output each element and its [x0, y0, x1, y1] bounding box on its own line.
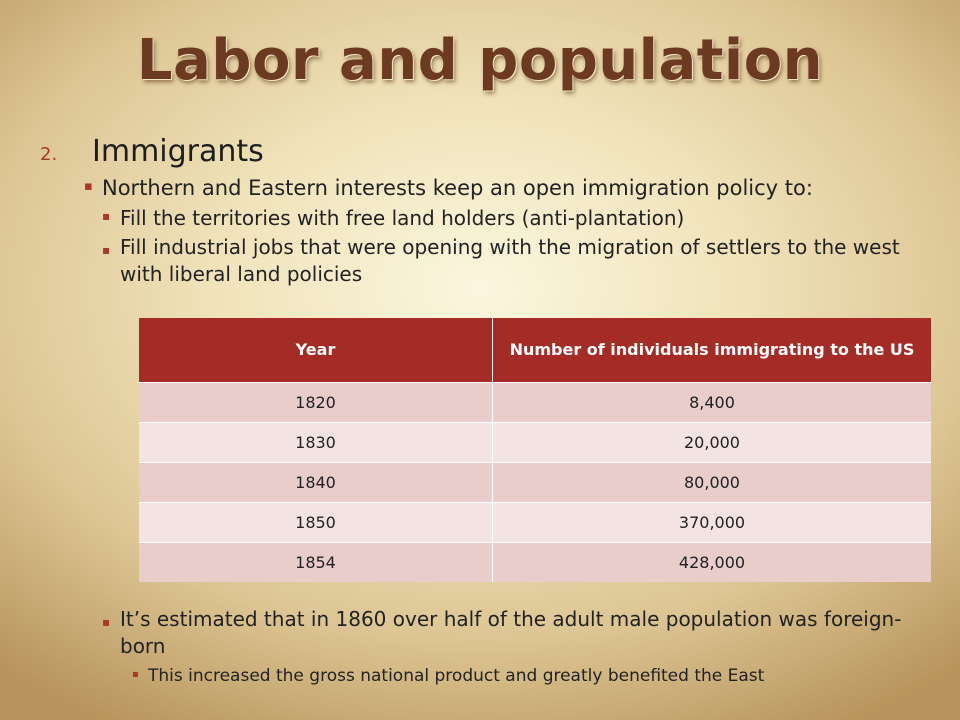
square-bullet-icon: ▪: [102, 615, 111, 629]
year-cell: 1854: [139, 543, 493, 583]
table-row: [139, 423, 931, 463]
year-cell: 1830: [139, 423, 493, 463]
section-heading-text: Immigrants: [92, 134, 264, 169]
column-header-immigrants: Number of individuals immigrating to the US: [493, 318, 932, 383]
table-row: [139, 383, 931, 423]
immigration-table: [139, 318, 931, 582]
count-cell: 20,000: [493, 423, 932, 463]
bullet-text: Northern and Eastern interests keep an open immigration policy to:: [102, 176, 813, 200]
bullet-text: It’s estimated that in 1860 over half of the adult male population was foreign-born: [120, 607, 902, 658]
sub-bullet-text: This increased the gross national product and greatly benefited the East: [148, 666, 765, 686]
count-cell: 8,400: [493, 383, 932, 423]
year-cell: 1820: [139, 383, 493, 423]
table-row: [139, 463, 931, 503]
count-cell: 370,000: [493, 503, 932, 543]
sub-bullet-text: Fill the territories with free land holders (anti-plantation): [120, 206, 685, 230]
section-number: 2.: [40, 144, 58, 165]
year-cell: 1850: [139, 503, 493, 543]
table-header-row: [139, 318, 931, 383]
slide-title: Labor and population: [136, 28, 824, 93]
sub-bullet-gnp: [132, 666, 765, 686]
square-bullet-icon: ▪: [102, 243, 111, 257]
square-bullet-icon: ▪: [102, 209, 111, 223]
bullet-open-immigration: [84, 176, 813, 200]
sub-bullet-text: Fill industrial jobs that were opening with the migration of settlers to the west with liberal land policies: [120, 235, 900, 286]
sub-bullet-industrial-jobs: [102, 234, 940, 288]
count-cell: 428,000: [493, 543, 932, 583]
square-bullet-icon: ▪: [132, 669, 139, 680]
square-bullet-icon: ▪: [84, 179, 93, 194]
column-header-year: Year: [139, 318, 493, 383]
bullet-foreign-born: [102, 606, 920, 660]
count-cell: 80,000: [493, 463, 932, 503]
sub-bullet-territories: [102, 206, 685, 230]
table-row: [139, 503, 931, 543]
year-cell: 1840: [139, 463, 493, 503]
table-row: [139, 543, 931, 583]
